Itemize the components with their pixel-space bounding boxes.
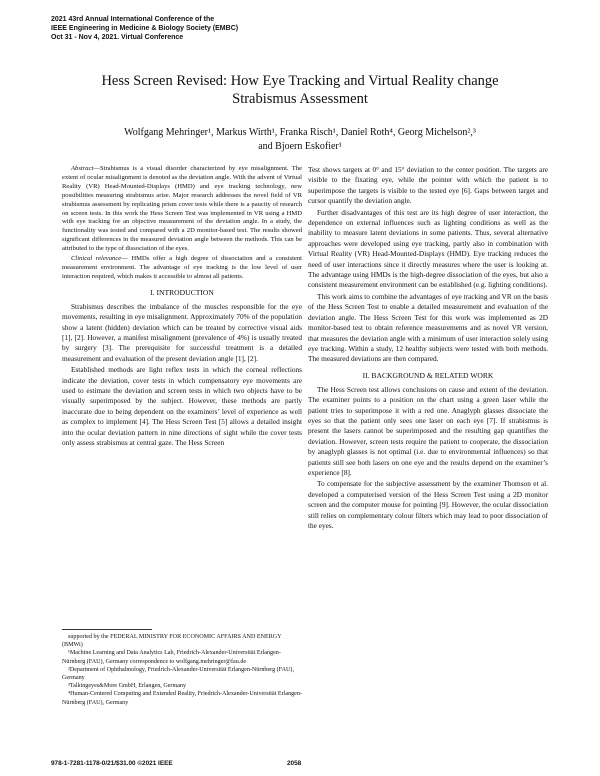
background-paragraph-1: The Hess Screen test allows conclusions on cause and extent of the deviation. The examiner points to a position on the chart using a green laser while the patient tries to superimpose it with a red one. Anaglyph glasses dissociate the eyes so that the patient only sees one laser on each eye [7]. If strabismus is present the lasers cannot be superimposed and the resulting gap quantifies the deviation. However, screen tests require the patient to cooperate, the dissociation by anaglyph glasses is not optimal (i.e. due to environmental influences) so that patients still see both lasers on one eye and the results depend on the examiner’s experience [8]. bbox=[308, 384, 548, 477]
section-heading-introduction: I. INTRODUCTION bbox=[150, 287, 214, 297]
title-line-2: Strabismus Assessment bbox=[232, 91, 368, 107]
abstract-label: Abstract bbox=[71, 165, 94, 172]
title-line-1: Hess Screen Revised: How Eye Tracking and Virtual Reality change bbox=[101, 73, 499, 89]
author-list bbox=[40, 126, 560, 154]
background-paragraph-2: To compensate for the subjective assessment by the examiner Thomson et al. developed a computerised version of the Hess Screen Test using a 2D monitor screen and the computer mouse for pointing [9]. However, the ocular dissociation still relies on complementary colour filters which may lead to poor dissociation of the eyes. bbox=[308, 479, 548, 530]
intro-paragraph-1: Strabismus describes the imbalance of the muscles responsible for the eye movements, resulting in eye misalignment. Approximately 70% of the population show a latent (hidden) deviation which can be treated by corrective visual aids [1], [2]. However, a manifest misalignment (prevalence of 4%) is usually treated by surgery [3]. The prerequisite for successful treatment is a detailed measurement and evaluation of the present deviation angle [1], [2]. bbox=[62, 301, 302, 363]
right-paragraph-1: Test shows targets at 0° and 15° deviation to the center position. The targets are visible to the fixating eye, while the pointer with which the patient is to superimpose the targets is visible to the tested eye [6]. Gaps between target and cursor quantify the deviation angle. bbox=[308, 165, 548, 206]
intro-paragraph-2: Established methods are light reflex tests in which the corneal reflections indicate the deviation, cover tests in which compensatory eye movements are used to estimate the deviation and screen tests in which two objects have to be visually superimposed by the subject. However, these methods are partly inaccurate due to being dependent on the examiners’ level of experience as well as complex to implement [4]. The Hess Screen Test [5] allows a detailed insight into the ocular deviation pattern in nine directions of sight while the cover tests only assess strabismus at central gaze. The Hess Screen bbox=[62, 365, 302, 448]
page-number: 2058 bbox=[287, 760, 302, 767]
footnote-support: supported by the FEDERAL MINISTRY FOR ECONOMIC AFFAIRS AND ENERGY (BMWi) bbox=[62, 634, 282, 649]
footnote-4: ⁴Human-Centered Computing and Extended Reality, Friedrich-Alexander-Universität Erlangen-Nürnberg (FAU), Germany bbox=[62, 691, 302, 706]
conference-header bbox=[51, 15, 238, 42]
footnote-3: ³Talkingeyes&More GmbH, Erlangen, Germany bbox=[68, 683, 186, 690]
paper-title bbox=[40, 72, 560, 108]
right-paragraph-2: Further disadvantages of this test are its high degree of user interaction, the dependence on external influences such as lighting conditions as well as the inability to measure latent deviations in some patients. Thus, several alternative approaches were developed using eye tracking, partly also in combination with Virtual Reality (VR) Head-Mounted-Displays (HMD). Eye tracking reduces the need of user interactions since it directly measures where the user is looking at. The advantage using HMDs is the high-degree dissociation of the eyes, but also a consistent measurement environment can be established (e.g. lighting conditions). bbox=[308, 207, 548, 290]
authors-line-1: Wolfgang Mehringer¹, Markus Wirth¹, Franka Risch¹, Daniel Roth⁴, Georg Michelson²,³ bbox=[124, 127, 476, 138]
conference-line-1: 2021 43rd Annual International Conference of the bbox=[51, 16, 215, 23]
footnote-2: ²Department of Ophthalmology, Friedrich-Alexander-Universität Erlangen-Nürnberg (FAU), Germany bbox=[62, 666, 294, 682]
abstract-text: —Strabismus is a visual disorder characterized by eye misalignment. The extent of ocular misalignment is denoted as the deviation angle. With the advent of Virtual Reality (VR) Head-Mounted-Displays (HMD) and eye tracking technology, new possibilities measuring strabismus arise. Major research addresses the novel field of VR strabismus assessment by replicating prism cover tests while there is a paucity of research on screen tests. In this work the Hess Screen Test was implemented in VR using a HMD with eye tracking for an objective measurement of the deviation angle. In a study, the functionality was tested and compared with a 2D monitor-based test. The results showed significant differences in the measured deviation angle between the methods. This can be attributed to the type of dissociation of the eyes. bbox=[62, 165, 302, 253]
section-heading-background: II. BACKGROUND & RELATED WORK bbox=[362, 370, 494, 380]
clinical-relevance-paragraph bbox=[62, 255, 302, 282]
clinical-relevance-label: Clinical relevance bbox=[71, 255, 122, 263]
footnotes bbox=[62, 629, 302, 707]
conference-line-2: IEEE Engineering in Medicine & Biology Society (EMBC) bbox=[51, 25, 239, 32]
right-paragraph-3: This work aims to combine the advantages of eye tracking and VR on the basis of the Hess Screen Test to enable a detailed measurement and evaluation of the deviation angle. The Hess Screen Test for this work was implemented as 2D monitor-based test to obtain reference measurements and as novel VR version, that measures the deviation angle with a minimum of user interaction solely using eye tracking. Within a study, 12 healthy subjects were tested with both methods. The measured deviations are then compared. bbox=[308, 291, 548, 364]
conference-line-3: Oct 31 - Nov 4, 2021. Virtual Conference bbox=[51, 34, 184, 41]
left-column bbox=[62, 165, 302, 449]
footnote-1: ¹Machine Learning and Data Analytics Lab, Friedrich-Alexander-Universität Erlangen-Nürnberg (FAU), Germany correspondence to wolfgang.mehringer@fau.de bbox=[62, 650, 281, 665]
abstract bbox=[62, 165, 302, 282]
right-column bbox=[308, 165, 548, 532]
copyright-notice: 978-1-7281-1178-0/21/$31.00 ©2021 IEEE bbox=[51, 760, 173, 767]
abstract-paragraph bbox=[62, 165, 302, 254]
clinical-relevance-text: — HMDs offer a high degree of dissociation and a consistent measurement environment. The advantage of eye tracking is the low level of user interaction required, which makes it accessible to almost all patients. bbox=[62, 255, 302, 280]
authors-line-2: and Bjoern Eskofier¹ bbox=[258, 141, 342, 152]
footnote-divider bbox=[62, 629, 152, 630]
